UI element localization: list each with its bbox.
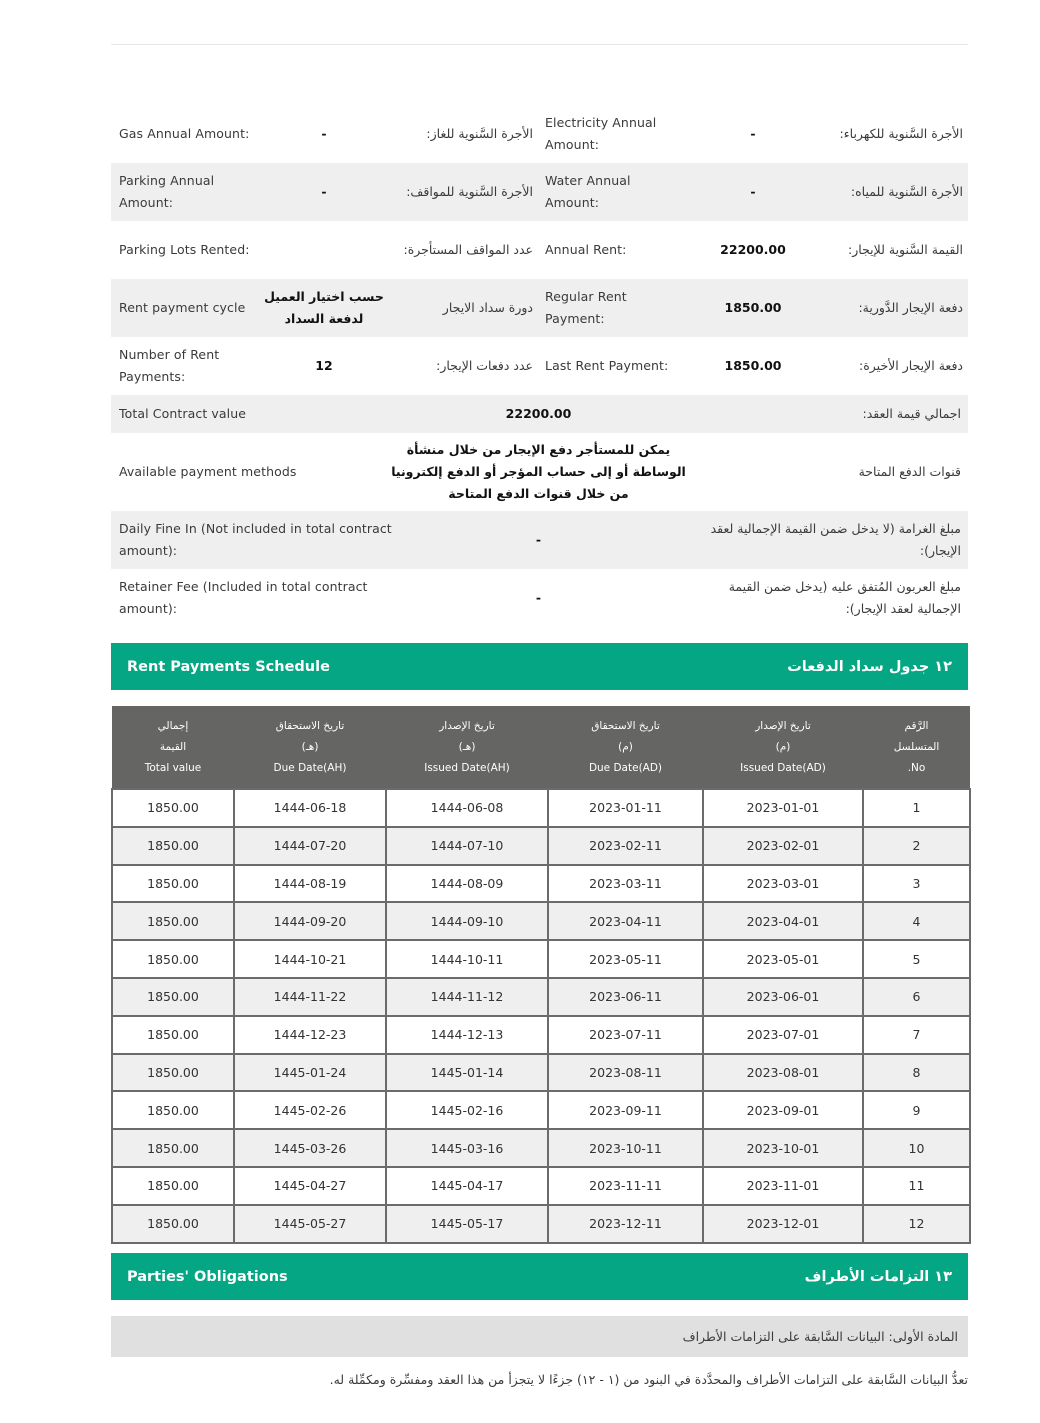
total-contract-label-en: Total Contract value — [119, 406, 247, 421]
payments-count-label-ar: عدد دفعات الإيجار: — [436, 358, 533, 373]
water-amount-label-en: Water Annual Amount: — [545, 173, 631, 210]
info-row-parking-water — [111, 163, 968, 221]
retainer-fee-label-ar: مبلغ العربون المُتفق عليه (يدخل ضمن القيمة الإجمالية لعقد الإيجار): — [728, 579, 961, 616]
gas-amount-label-ar: الأجرة السَّنوية للغاز: — [426, 126, 533, 141]
schedule-header-row — [112, 706, 970, 789]
schedule-row — [112, 865, 970, 903]
cell-due-date-ad: 2023-04-11 — [548, 902, 703, 940]
header-due-date-ah: تاريخ الاستحقاق (هـ) Due Date(AH) — [234, 706, 386, 789]
cell-total-value: 1850.00 — [112, 1205, 234, 1243]
last-payment-label-en: Last Rent Payment: — [545, 358, 669, 373]
cell-due-date-ah: 1444-11-22 — [234, 978, 386, 1016]
cell-serial-no: 6 — [863, 978, 970, 1016]
cell-issued-date-ah: 1444-09-10 — [386, 902, 548, 940]
cell-issued-date-ad: 2023-04-01 — [703, 902, 863, 940]
schedule-row — [112, 1054, 970, 1092]
last-payment-label-ar: دفعة الإيجار الأخيرة: — [859, 358, 963, 373]
schedule-row — [112, 1016, 970, 1054]
gas-amount-value: - — [321, 126, 327, 141]
cell-issued-date-ad: 2023-05-01 — [703, 940, 863, 978]
regular-payment-label-ar: دفعة الإيجار الدَّورية: — [858, 300, 963, 315]
obligations-section-header — [111, 1253, 968, 1300]
schedule-row — [112, 902, 970, 940]
schedule-row — [112, 978, 970, 1016]
schedule-title-en: Rent Payments Schedule — [127, 658, 330, 675]
total-contract-label-ar: اجمالي قيمة العقد: — [862, 406, 961, 421]
parking-lots-label-en: Parking Lots Rented: — [119, 242, 250, 257]
electricity-amount-label-ar: الأجرة السَّنوية للكهرباء: — [839, 126, 963, 141]
cell-issued-date-ad: 2023-12-01 — [703, 1205, 863, 1243]
daily-fine-label-ar: مبلغ الغرامة (لا يدخل ضمن القيمة الإجمالية لعقد الإيجار): — [710, 521, 961, 558]
regular-payment-label-en: Regular Rent Payment: — [545, 289, 627, 326]
payment-cycle-label-ar: دورة سداد الايجار — [442, 300, 533, 315]
cell-due-date-ad: 2023-07-11 — [548, 1016, 703, 1054]
cell-total-value: 1850.00 — [112, 827, 234, 865]
cell-serial-no: 12 — [863, 1205, 970, 1243]
cell-issued-date-ah: 1445-02-16 — [386, 1091, 548, 1129]
cell-due-date-ad: 2023-09-11 — [548, 1091, 703, 1129]
payment-methods-label-en: Available payment methods — [119, 464, 297, 479]
retainer-fee-label-en: Retainer Fee (Included in total contract amount): — [119, 579, 368, 616]
cell-issued-date-ad: 2023-08-01 — [703, 1054, 863, 1092]
payment-cycle-value: حسب اختيار العميل لدفعة السداد — [264, 289, 384, 326]
cell-total-value: 1850.00 — [112, 1016, 234, 1054]
cell-issued-date-ah: 1444-06-08 — [386, 789, 548, 827]
cell-due-date-ad: 2023-08-11 — [548, 1054, 703, 1092]
cell-due-date-ah: 1445-05-27 — [234, 1205, 386, 1243]
info-row-daily-fine — [111, 511, 968, 569]
cell-due-date-ah: 1444-06-18 — [234, 789, 386, 827]
cell-due-date-ah: 1444-10-21 — [234, 940, 386, 978]
cell-total-value: 1850.00 — [112, 902, 234, 940]
cell-total-value: 1850.00 — [112, 978, 234, 1016]
cell-issued-date-ah: 1445-04-17 — [386, 1167, 548, 1205]
parking-amount-label-en: Parking Annual Amount: — [119, 173, 215, 210]
cell-issued-date-ad: 2023-10-01 — [703, 1129, 863, 1167]
obligations-title-ar: ١٣ التزامات الأطراف — [804, 1268, 952, 1285]
payment-methods-value: يمكن للمستأجر دفع الإيجار من خلال منشأة الوساطة أو إلى حساب المؤجر أو الدفع إلكترونيا من خلال قنوات الدفع المتاحة — [391, 442, 686, 501]
cell-due-date-ad: 2023-02-11 — [548, 827, 703, 865]
gas-amount-label-en: Gas Annual Amount: — [119, 126, 250, 141]
cell-total-value: 1850.00 — [112, 789, 234, 827]
header-total-value: إجمالي القيمة Total value — [112, 706, 234, 789]
cell-serial-no: 11 — [863, 1167, 970, 1205]
header-due-date-ad: تاريخ الاستحقاق (م) Due Date(AD) — [548, 706, 703, 789]
cell-issued-date-ad: 2023-07-01 — [703, 1016, 863, 1054]
parking-lots-label-ar: عدد المواقف المستأجرة: — [403, 242, 533, 257]
payments-count-value: 12 — [315, 358, 333, 373]
electricity-amount-value: - — [750, 126, 756, 141]
cell-due-date-ad: 2023-06-11 — [548, 978, 703, 1016]
payment-methods-label-ar: قنوات الدفع المتاحة — [858, 464, 961, 479]
header-issued-date-ah: تاريخ الإصدار (هـ) Issued Date(AH) — [386, 706, 548, 789]
cell-due-date-ah: 1444-12-23 — [234, 1016, 386, 1054]
info-row-lots-annual-rent — [111, 221, 968, 279]
water-amount-label-ar: الأجرة السَّنوية للمياه: — [850, 184, 963, 199]
cell-issued-date-ad: 2023-11-01 — [703, 1167, 863, 1205]
cell-issued-date-ah: 1445-03-16 — [386, 1129, 548, 1167]
schedule-row — [112, 1167, 970, 1205]
schedule-row — [112, 940, 970, 978]
cell-issued-date-ah: 1445-01-14 — [386, 1054, 548, 1092]
last-payment-value: 1850.00 — [724, 358, 782, 373]
cell-due-date-ah: 1445-04-27 — [234, 1167, 386, 1205]
cell-issued-date-ah: 1444-11-12 — [386, 978, 548, 1016]
cell-issued-date-ad: 2023-03-01 — [703, 865, 863, 903]
header-issued-date-ad: تاريخ الإصدار (م) Issued Date(AD) — [703, 706, 863, 789]
schedule-title-ar: ١٢ جدول سداد الدفعات — [787, 658, 952, 675]
cell-serial-no: 2 — [863, 827, 970, 865]
annual-rent-label-en: Annual Rent: — [545, 242, 627, 257]
regular-payment-value: 1850.00 — [724, 300, 782, 315]
cell-due-date-ad: 2023-01-11 — [548, 789, 703, 827]
article-one-text: تعدُّ البيانات السَّابقة على التزامات الأطراف والمحدَّدة في البنود من (١ - ١٢) جزءًا لا يتجزأ من هذا العقد ومفسِّرة ومكمِّلة له. — [329, 1372, 968, 1387]
payment-cycle-label-en: Rent payment cycle — [119, 300, 246, 315]
cell-issued-date-ad: 2023-02-01 — [703, 827, 863, 865]
article-one-title: المادة الأولى: البيانات السَّابقة على التزامات الأطراف — [111, 1316, 968, 1357]
parking-amount-value: - — [321, 184, 327, 199]
info-row-total-contract — [111, 395, 968, 433]
info-row-cycle-regular — [111, 279, 968, 337]
cell-issued-date-ad: 2023-06-01 — [703, 978, 863, 1016]
rent-payments-schedule-table — [111, 706, 971, 1244]
retainer-fee-value: - — [535, 590, 542, 605]
cell-serial-no: 3 — [863, 865, 970, 903]
schedule-row — [112, 789, 970, 827]
cell-issued-date-ah: 1444-12-13 — [386, 1016, 548, 1054]
cell-serial-no: 8 — [863, 1054, 970, 1092]
cell-issued-date-ah: 1444-07-10 — [386, 827, 548, 865]
cell-total-value: 1850.00 — [112, 1054, 234, 1092]
total-contract-value: 22200.00 — [505, 406, 572, 421]
cell-serial-no: 5 — [863, 940, 970, 978]
schedule-row — [112, 1091, 970, 1129]
cell-total-value: 1850.00 — [112, 865, 234, 903]
schedule-row — [112, 1205, 970, 1243]
cell-total-value: 1850.00 — [112, 1129, 234, 1167]
cell-serial-no: 4 — [863, 902, 970, 940]
info-row-gas-electricity — [111, 105, 968, 163]
cell-serial-no: 10 — [863, 1129, 970, 1167]
cell-total-value: 1850.00 — [112, 1091, 234, 1129]
parking-lots-value — [259, 221, 389, 279]
annual-rent-label-ar: القيمة السَّنوية للإيجار: — [848, 242, 963, 257]
cell-due-date-ah: 1444-09-20 — [234, 902, 386, 940]
cell-due-date-ad: 2023-03-11 — [548, 865, 703, 903]
schedule-section-header — [111, 643, 968, 690]
cell-due-date-ah: 1444-07-20 — [234, 827, 386, 865]
payments-count-label-en: Number of Rent Payments: — [119, 347, 220, 384]
cell-due-date-ad: 2023-12-11 — [548, 1205, 703, 1243]
cell-total-value: 1850.00 — [112, 940, 234, 978]
daily-fine-value: - — [535, 532, 542, 547]
cell-issued-date-ad: 2023-01-01 — [703, 789, 863, 827]
parking-amount-label-ar: الأجرة السَّنوية للمواقف: — [406, 184, 533, 199]
cell-due-date-ah: 1445-01-24 — [234, 1054, 386, 1092]
header-serial-no: الرَّقم المتسلسل .No — [863, 706, 970, 789]
cell-issued-date-ah: 1444-10-11 — [386, 940, 548, 978]
cell-issued-date-ah: 1445-05-17 — [386, 1205, 548, 1243]
cell-due-date-ad: 2023-05-11 — [548, 940, 703, 978]
top-divider — [111, 44, 968, 45]
water-amount-value: - — [750, 184, 756, 199]
cell-issued-date-ah: 1444-08-09 — [386, 865, 548, 903]
schedule-row — [112, 827, 970, 865]
cell-due-date-ad: 2023-10-11 — [548, 1129, 703, 1167]
cell-total-value: 1850.00 — [112, 1167, 234, 1205]
cell-due-date-ah: 1445-02-26 — [234, 1091, 386, 1129]
info-row-retainer-fee — [111, 569, 968, 627]
cell-due-date-ah: 1445-03-26 — [234, 1129, 386, 1167]
cell-due-date-ah: 1444-08-19 — [234, 865, 386, 903]
cell-due-date-ad: 2023-11-11 — [548, 1167, 703, 1205]
obligations-title-en: Parties' Obligations — [127, 1268, 288, 1285]
cell-serial-no: 9 — [863, 1091, 970, 1129]
cell-serial-no: 7 — [863, 1016, 970, 1054]
schedule-row — [112, 1129, 970, 1167]
daily-fine-label-en: Daily Fine In (Not included in total contract amount): — [119, 521, 392, 558]
annual-rent-value: 22200.00 — [720, 242, 786, 257]
cell-issued-date-ad: 2023-09-01 — [703, 1091, 863, 1129]
info-row-count-last — [111, 337, 968, 395]
cell-serial-no: 1 — [863, 789, 970, 827]
electricity-amount-label-en: Electricity Annual Amount: — [545, 115, 657, 152]
contract-financial-info — [111, 105, 968, 627]
info-row-payment-methods — [111, 433, 968, 511]
